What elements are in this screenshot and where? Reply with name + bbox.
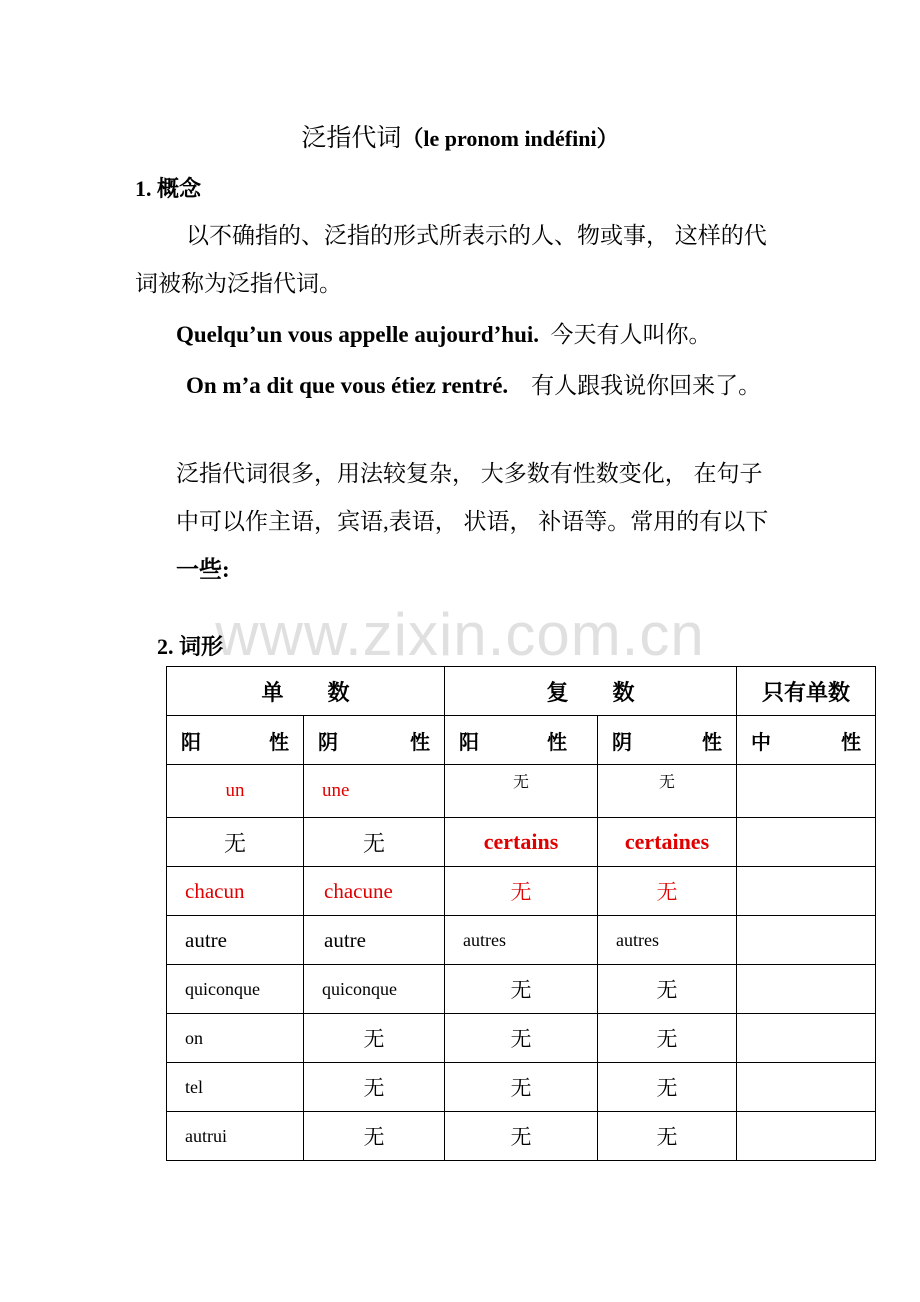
title-french: （le pronom indéfini） <box>401 126 619 151</box>
example-1-french: Quelqu’un vous appelle aujourd’hui. <box>176 322 540 347</box>
example-2 <box>186 367 761 400</box>
cell-neuter <box>737 1112 876 1161</box>
cell-sg-masc: quiconque <box>167 965 304 1014</box>
definition-line-1: 以不确指的、泛指的形式所表示的人、物或事， 这样的代 <box>186 223 767 248</box>
cell-sg-fem: 无 <box>304 1112 445 1161</box>
cell-sg-fem: 无 <box>304 1063 445 1112</box>
section-2-heading: 2. 词形 <box>157 634 224 659</box>
cell-sg-masc: on <box>167 1014 304 1063</box>
cell-neuter <box>737 867 876 916</box>
cell-pl-masc: 无 <box>445 1063 598 1112</box>
usage-line-2: 中可以作主语，宾语,表语， 状语， 补语等。常用的有以下 <box>176 509 769 534</box>
cell-pl-masc: 无 <box>445 1014 598 1063</box>
cell-pl-fem: 无 <box>598 867 737 916</box>
page-title <box>0 118 920 154</box>
example-2-french: On m’a dit que vous étiez rentré. <box>186 373 509 398</box>
pronoun-forms-table <box>166 666 876 1161</box>
table-row <box>167 1014 876 1063</box>
subheader-neuter: 中 性 <box>737 716 876 765</box>
cell-sg-masc: chacun <box>167 867 304 916</box>
cell-sg-masc: tel <box>167 1063 304 1112</box>
subheader-pl-masc: 阳 性 <box>445 716 598 765</box>
section-1-heading: 1. 概念 <box>135 176 202 201</box>
table-row <box>167 867 876 916</box>
cell-sg-masc: un <box>167 765 304 818</box>
cell-neuter <box>737 818 876 867</box>
cell-sg-masc: 无 <box>167 818 304 867</box>
header-only-singular: 只有单数 <box>737 667 876 716</box>
table-row <box>167 818 876 867</box>
cell-neuter <box>737 765 876 818</box>
cell-pl-fem: 无 <box>598 965 737 1014</box>
cell-pl-masc: 无 <box>445 1112 598 1161</box>
table-row <box>167 765 876 818</box>
subheader-pl-fem: 阴 性 <box>598 716 737 765</box>
cell-neuter <box>737 1063 876 1112</box>
watermark: www.zixin.com.cn <box>215 601 705 668</box>
cell-pl-masc: 无 <box>445 867 598 916</box>
table-row <box>167 1112 876 1161</box>
cell-sg-fem: chacune <box>304 867 445 916</box>
cell-sg-fem: 无 <box>304 1014 445 1063</box>
cell-pl-fem: certaines <box>598 818 737 867</box>
header-plural: 复 数 <box>445 667 737 716</box>
subheader-sg-fem: 阴 性 <box>304 716 445 765</box>
definition-line-2: 词被称为泛指代词。 <box>135 271 342 296</box>
cell-neuter <box>737 916 876 965</box>
cell-pl-fem: autres <box>598 916 737 965</box>
cell-pl-masc: autres <box>445 916 598 965</box>
subheader-sg-masc: 阳 性 <box>167 716 304 765</box>
cell-pl-fem: 无 <box>598 1063 737 1112</box>
cell-sg-masc: autre <box>167 916 304 965</box>
table-header-row <box>167 667 876 716</box>
cell-pl-masc: certains <box>445 818 598 867</box>
cell-neuter <box>737 965 876 1014</box>
cell-sg-masc: autrui <box>167 1112 304 1161</box>
cell-sg-fem: une <box>304 765 445 818</box>
example-2-chinese: 有人跟我说你回来了。 <box>531 373 762 398</box>
cell-pl-fem: 无 <box>598 1014 737 1063</box>
table-row <box>167 1063 876 1112</box>
cell-sg-fem: quiconque <box>304 965 445 1014</box>
example-1-chinese: 今天有人叫你。 <box>550 322 712 347</box>
cell-pl-masc: 无 <box>445 765 598 818</box>
header-singular: 单 数 <box>167 667 445 716</box>
table-row <box>167 916 876 965</box>
example-1 <box>176 316 712 349</box>
cell-neuter <box>737 1014 876 1063</box>
title-chinese: 泛指代词 <box>301 125 402 152</box>
table-subheader-row <box>167 716 876 765</box>
usage-line-3: 一些: <box>176 557 230 582</box>
table-row <box>167 965 876 1014</box>
usage-line-1: 泛指代词很多，用法较复杂， 大多数有性数变化， 在句子 <box>176 461 763 486</box>
cell-pl-fem: 无 <box>598 765 737 818</box>
cell-pl-masc: 无 <box>445 965 598 1014</box>
cell-sg-fem: 无 <box>304 818 445 867</box>
cell-sg-fem: autre <box>304 916 445 965</box>
cell-pl-fem: 无 <box>598 1112 737 1161</box>
